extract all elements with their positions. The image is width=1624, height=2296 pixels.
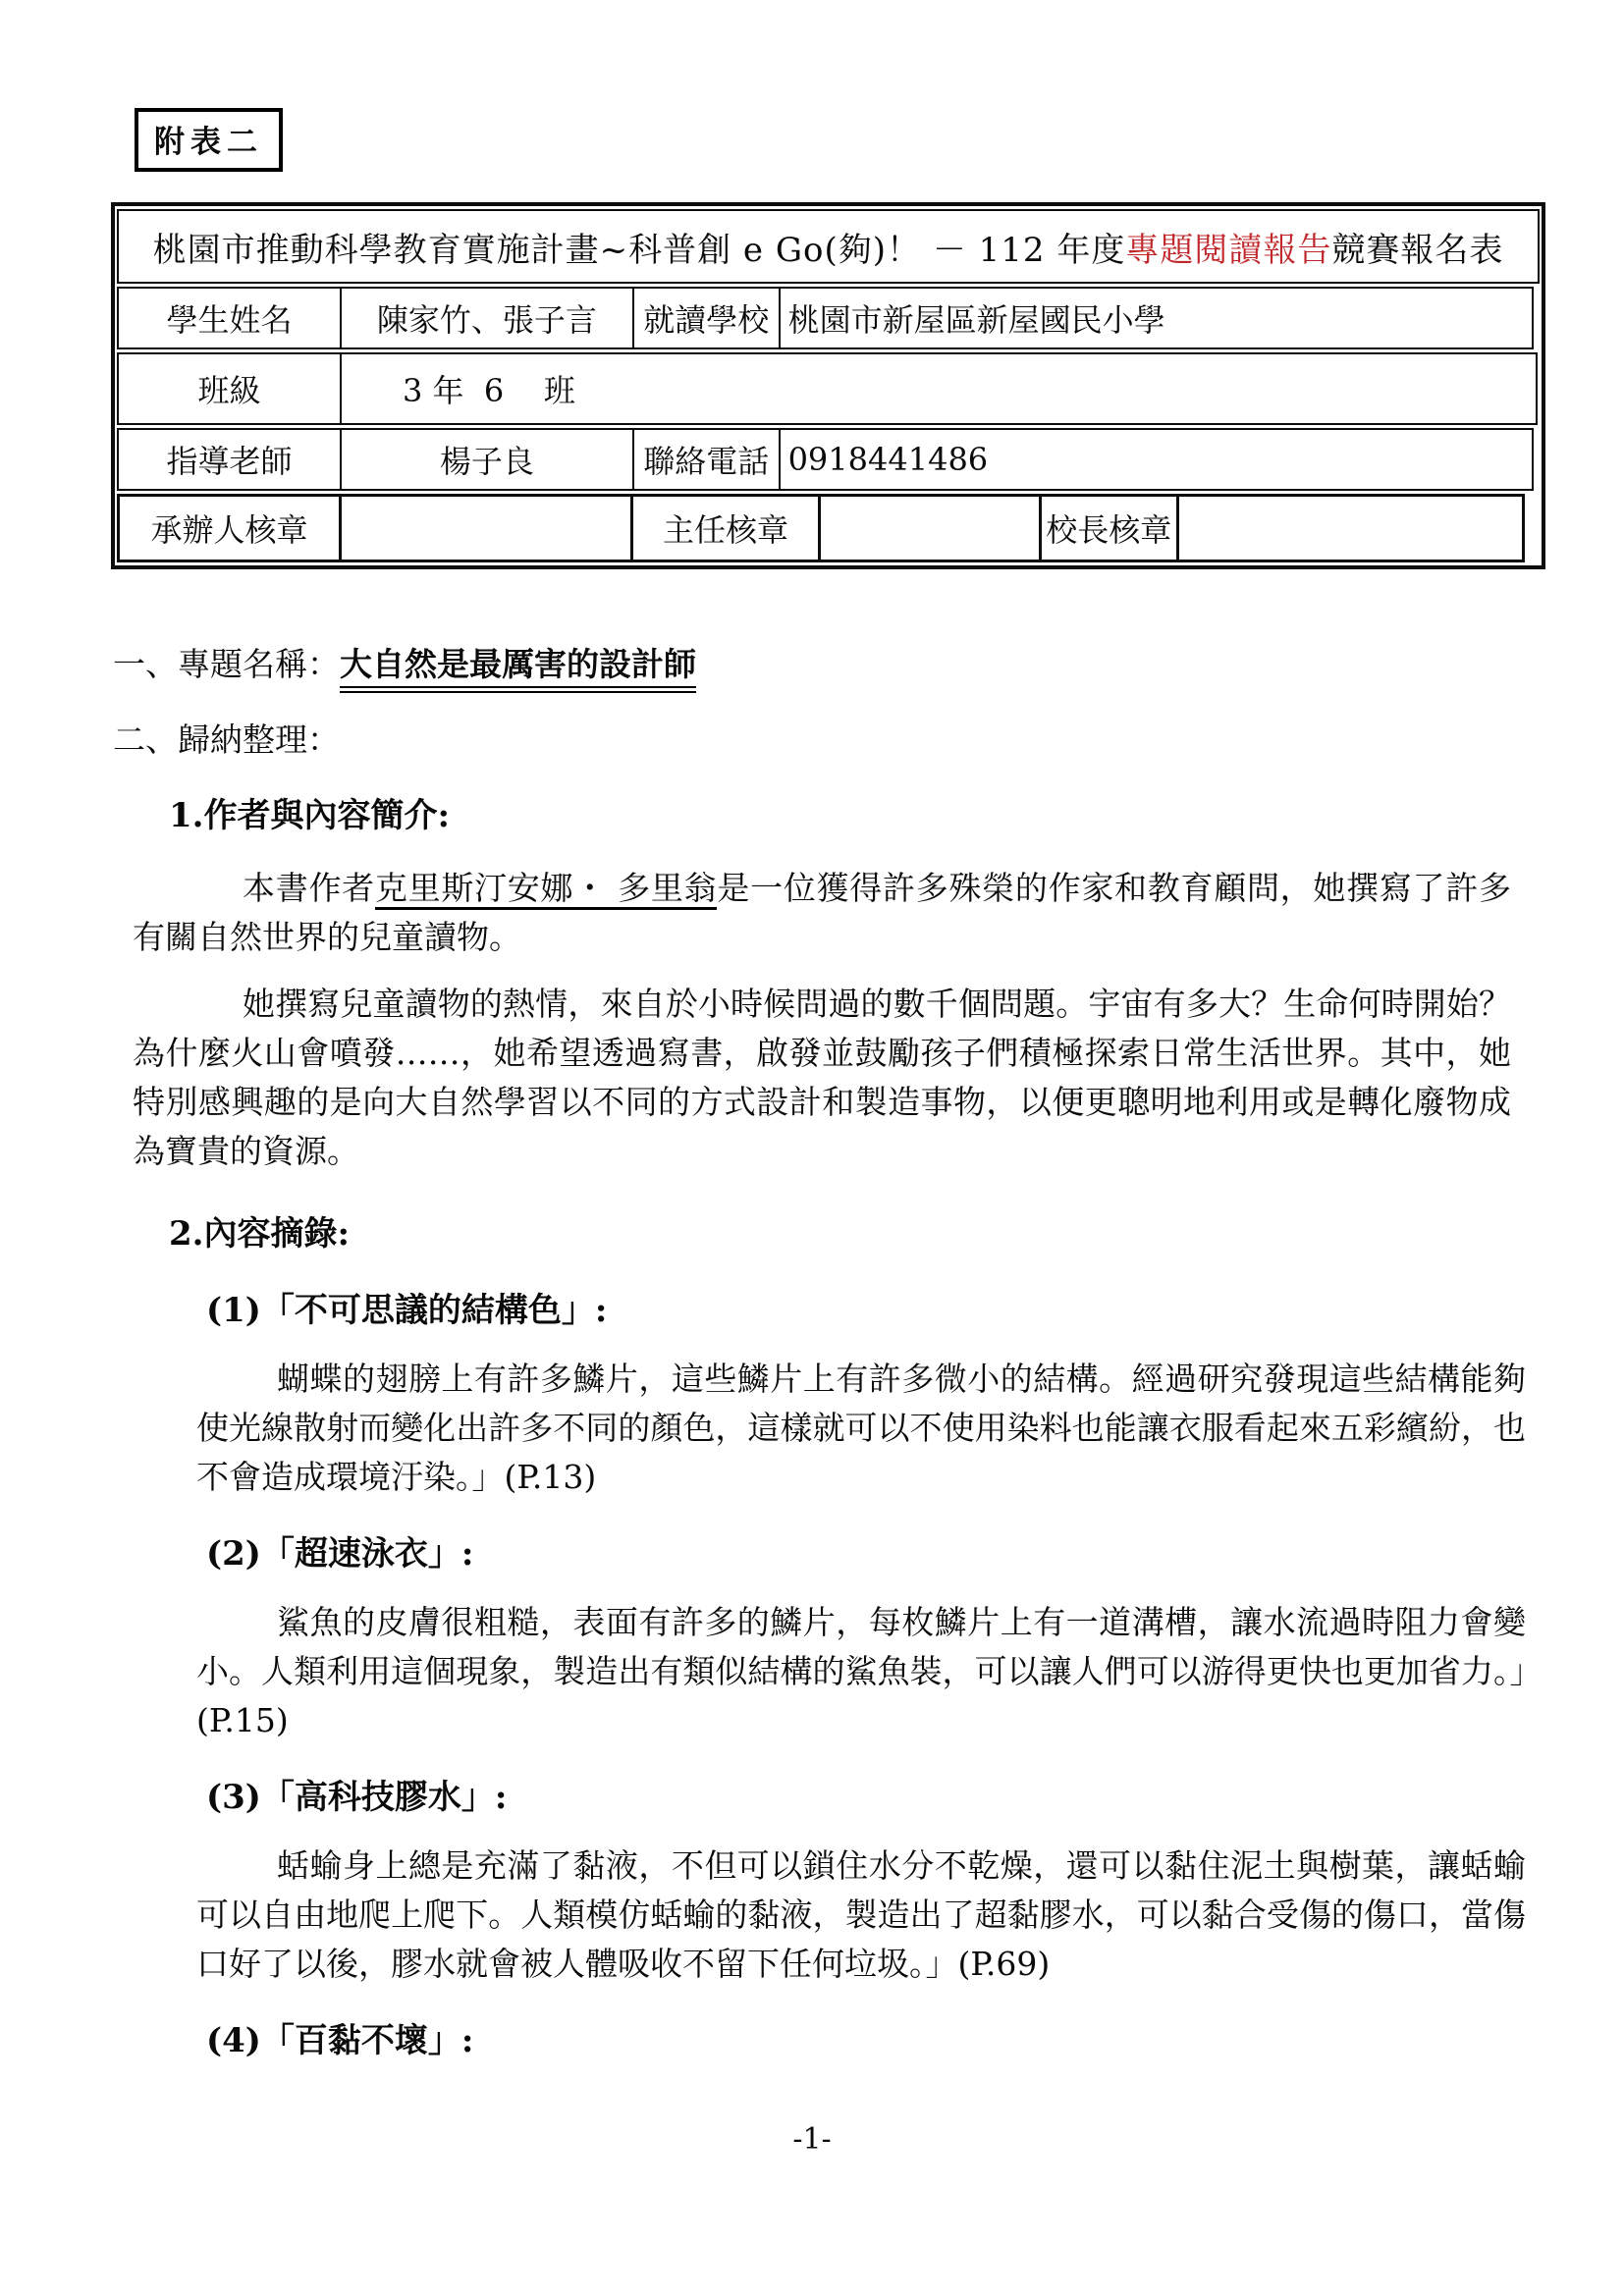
section1-line — [0, 640, 1624, 689]
class-label: 班級 — [117, 352, 342, 425]
author-para-post: 是一位獲得許多殊榮的作家和教育顧問，她撰寫了許多有關自然世界的兒童讀物。 — [133, 869, 1512, 956]
page-number: -1- — [792, 2122, 832, 2157]
class-row — [117, 352, 1540, 425]
teacher-label: 指導老師 — [117, 428, 342, 491]
author-intro-paragraph-1 — [133, 864, 1511, 962]
excerpt-4-heading: (4)「百黏不壞」: — [206, 2021, 474, 2060]
excerpt-2-heading: (2)「超速泳衣」: — [206, 1534, 474, 1574]
author-name: 克里斯汀安娜・ 多里翁 — [375, 869, 717, 910]
form-title-row — [117, 209, 1540, 284]
staff-seal-blank — [339, 494, 633, 562]
teacher-value: 楊子良 — [340, 428, 634, 491]
author-intro-paragraph-2: 她撰寫兒童讀物的熱情，來自於小時候問過的數千個問題。宇宙有多大？生命何時開始？為什麼火山會噴發……，她希望透過寫書，啟發並鼓勵孩子們積極探索日常生活世界。其中，她特別感興趣的是向大自然學習以不同的方式設計和製造事物，以便更聰明地利用或是轉化廢物成為寶貴的資源。 — [133, 985, 1511, 1170]
appendix-label-box — [135, 108, 283, 172]
section2-line — [0, 716, 1624, 765]
registration-form-table — [111, 202, 1545, 569]
topic-title: 大自然是最厲害的設計師 — [340, 645, 696, 693]
director-seal-blank — [818, 494, 1041, 562]
form-title-cell — [117, 209, 1540, 284]
director-seal-label: 主任核章 — [630, 494, 821, 562]
section1-prefix: 一、專題名稱： — [113, 645, 340, 683]
student-name-label: 學生姓名 — [117, 287, 342, 349]
form-title-highlight: 專題閱讀報告 — [1125, 230, 1332, 270]
student-row — [117, 287, 1540, 349]
section2-label: 二、歸納整理： — [113, 721, 340, 759]
teacher-row — [117, 428, 1540, 491]
form-title-pre: 桃園市推動科學教育實施計畫~科普創 e Go(夠)！ － 112 年度 — [152, 230, 1126, 270]
author-intro-heading: 1.作者與內容簡介: — [169, 796, 451, 835]
excerpt-3-body: 蛞蝓身上總是充滿了黏液，不但可以鎖住水分不乾燥，還可以黏住泥土與樹葉，讓蛞蝓可以自由地爬上爬下。人類模仿蛞蝓的黏液，製造出了超黏膠水，可以黏合受傷的傷口，當傷口好了以後，膠水就會被人體吸收不留下任何垃圾。」(P.69) — [196, 1846, 1526, 1983]
excerpt-2-body: 鯊魚的皮膚很粗糙，表面有許多的鱗片，每枚鱗片上有一道溝槽，讓水流過時阻力會變小。人類利用這個現象，製造出有類似結構的鯊魚裝，可以讓人們可以游得更快也更加省力。」(P.15) — [196, 1603, 1526, 1739]
principal-seal-label: 校長核章 — [1039, 494, 1179, 562]
class-value: 3 年 6 班 — [340, 352, 1538, 425]
school-value: 桃園市新屋區新屋國民小學 — [779, 287, 1534, 349]
student-name-value: 陳家竹、張子言 — [340, 287, 634, 349]
excerpt-1-heading: (1)「不可思議的結構色」: — [206, 1291, 608, 1330]
phone-value: 0918441486 — [779, 428, 1534, 491]
staff-seal-label: 承辦人核章 — [117, 494, 342, 562]
form-title-post: 競賽報名表 — [1331, 230, 1504, 270]
seal-row — [117, 494, 1540, 562]
report-body — [0, 640, 1624, 2085]
school-label: 就讀學校 — [632, 287, 781, 349]
excerpt-1-body: 蝴蝶的翅膀上有許多鱗片，這些鱗片上有許多微小的結構。經過研究發現這些結構能夠使光線散射而變化出許多不同的顏色，這樣就可以不使用染料也能讓衣服看起來五彩繽紛，也不會造成環境汙染。」(P.13) — [196, 1360, 1526, 1496]
excerpts-heading: 2.內容摘錄: — [169, 1214, 351, 1254]
author-para-pre: 本書作者 — [243, 869, 375, 907]
principal-seal-blank — [1176, 494, 1525, 562]
phone-label: 聯絡電話 — [632, 428, 781, 491]
excerpt-3-heading: (3)「高科技膠水」: — [206, 1778, 508, 1817]
appendix-label: 附表二 — [154, 125, 263, 160]
